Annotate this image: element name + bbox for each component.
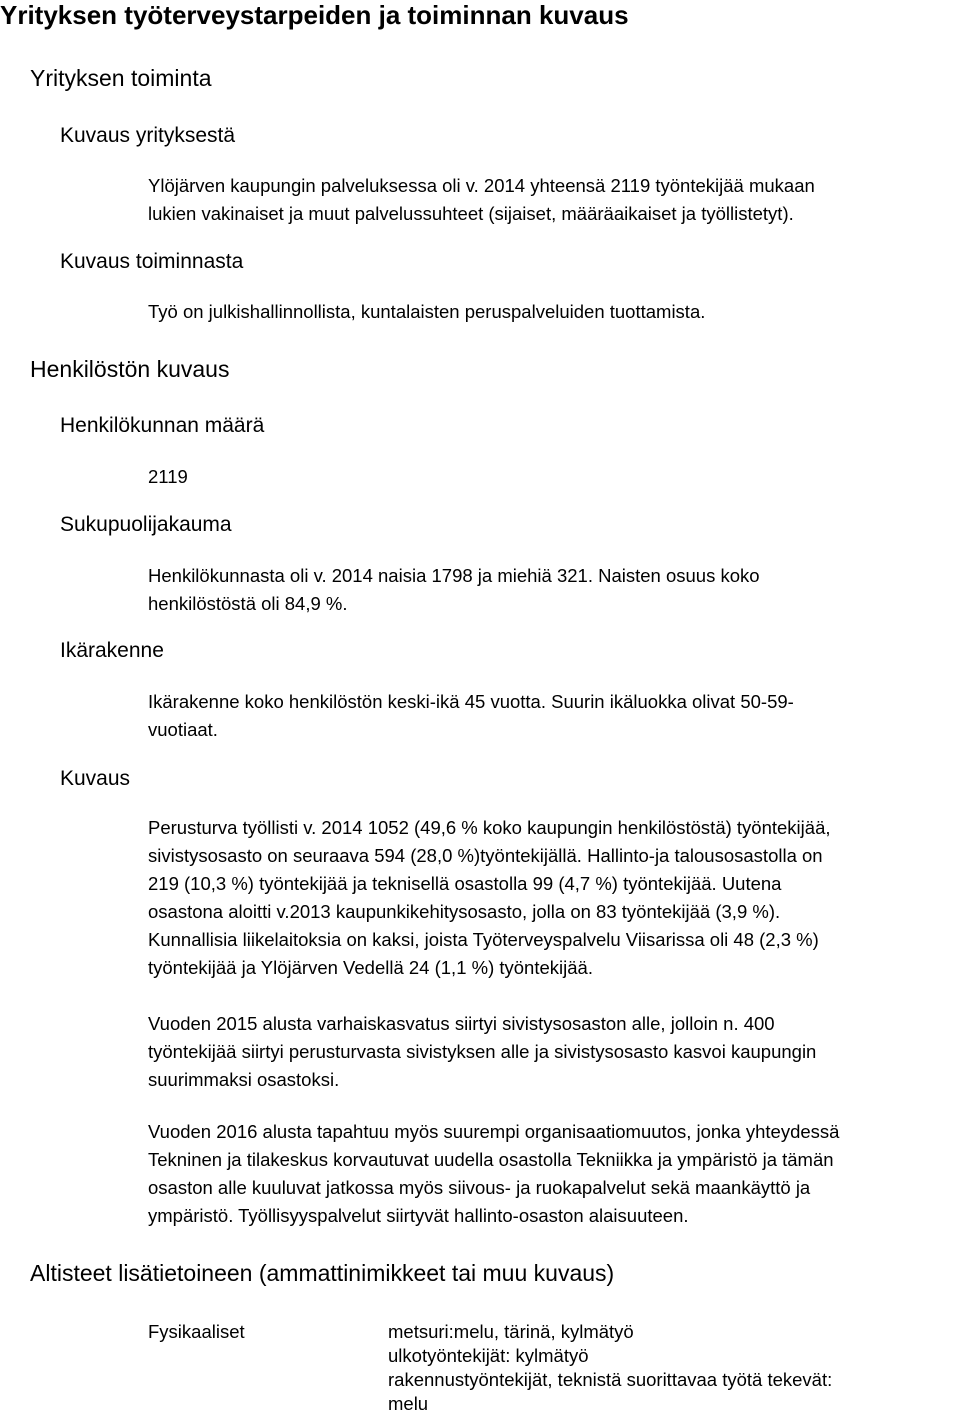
- text-line: Vuoden 2016 alusta tapahtuu myös suurempi organisaatiomuutos, jonka yhteydessä: [148, 1121, 840, 1142]
- list-item: melu: [388, 1393, 429, 1414]
- list-item: ulkotyöntekijät: kylmätyö: [388, 1345, 589, 1366]
- list-item: rakennustyöntekijät, teknistä suorittavaa työtä tekevät:: [388, 1369, 833, 1390]
- text-line: työntekijää ja Ylöjärven Vedellä 24 (1,1 %) työntekijää.: [148, 957, 593, 978]
- text-line: sivistysosasto on seuraava 594 (28,0 %)työntekijällä. Hallinto-ja talousosastolla on: [148, 845, 823, 866]
- text-line: Ylöjärven kaupungin palveluksessa oli v. 2014 yhteensä 2119 työntekijää mukaan: [148, 175, 815, 196]
- label-company-description: Kuvaus yrityksestä: [60, 124, 236, 147]
- heading-company-operations: Yrityksen toiminta: [30, 65, 212, 91]
- text-line: henkilöstöstä oli 84,9 %.: [148, 593, 348, 614]
- label-operations-description: Kuvaus toiminnasta: [60, 250, 244, 273]
- label-gender-distribution: Sukupuolijakauma: [60, 513, 232, 536]
- heading-exposures: Altisteet lisätietoineen (ammattinimikkeet tai muu kuvaus): [30, 1260, 615, 1286]
- text-gender-distribution: [148, 562, 760, 618]
- text-line: Kunnallisia liikelaitoksia on kaksi, joista Työterveyspalvelu Viisarissa oli 48 (2,3 %): [148, 929, 819, 950]
- list-item: metsuri:melu, tärinä, kylmätyö: [388, 1321, 634, 1342]
- text-line: suurimmaksi osastoksi.: [148, 1069, 340, 1090]
- text-description-paragraph-2: [148, 1010, 816, 1094]
- text-line: ympäristö. Työllisyyspalvelut siirtyvät hallinto-osaston alaisuuteen.: [148, 1205, 689, 1226]
- text-operations-description: Työ on julkishallinnollista, kuntalaisten peruspalveluiden tuottamista.: [148, 301, 706, 322]
- text-line: Ikärakenne koko henkilöstön keski-ikä 45 vuotta. Suurin ikäluokka olivat 50-59-: [148, 691, 794, 712]
- text-line: vuotiaat.: [148, 719, 218, 740]
- label-staff-count: Henkilökunnan määrä: [60, 414, 265, 437]
- label-exposure-category: Fysikaaliset: [148, 1321, 245, 1342]
- label-age-structure: Ikärakenne: [60, 639, 164, 662]
- text-line: osaston alle kuuluvat jatkossa myös siivous- ja ruokapalvelut sekä maankäyttö ja: [148, 1177, 811, 1198]
- page-title: Yrityksen työterveystarpeiden ja toiminnan kuvaus: [0, 0, 629, 30]
- text-description-paragraph-1: [148, 814, 831, 982]
- text-line: 219 (10,3 %) työntekijää ja teknisellä osastolla 99 (4,7 %) työntekijää. Uutena: [148, 873, 782, 894]
- text-description-paragraph-3: [148, 1118, 839, 1230]
- text-line: osastona aloitti v.2013 kaupunkikehitysosasto, jolla on 83 työntekijää (3,9 %).: [148, 901, 781, 922]
- list-exposure-items: [388, 1320, 832, 1416]
- text-line: Henkilökunnasta oli v. 2014 naisia 1798 ja miehiä 321. Naisten osuus koko: [148, 565, 760, 586]
- label-description: Kuvaus: [60, 767, 131, 790]
- text-line: lukien vakinaiset ja muut palvelussuhteet (sijaiset, määräaikaiset ja työllistetyt).: [148, 203, 794, 224]
- text-line: Vuoden 2015 alusta varhaiskasvatus siirtyi sivistysosaston alle, jolloin n. 400: [148, 1013, 775, 1034]
- text-line: Perusturva työllisti v. 2014 1052 (49,6 % koko kaupungin henkilöstöstä) työntekijää,: [148, 817, 831, 838]
- text-company-description: [148, 172, 815, 228]
- text-line: työntekijää siirtyi perusturvasta sivistyksen alle ja sivistysosasto kasvoi kaupungin: [148, 1041, 817, 1062]
- text-line: Tekninen ja tilakeskus korvautuvat uudella osastolla Tekniikka ja ympäristö ja tämän: [148, 1149, 834, 1170]
- value-staff-count: 2119: [148, 466, 188, 487]
- text-age-structure: [148, 688, 794, 744]
- heading-staff-description: Henkilöstön kuvaus: [30, 356, 230, 382]
